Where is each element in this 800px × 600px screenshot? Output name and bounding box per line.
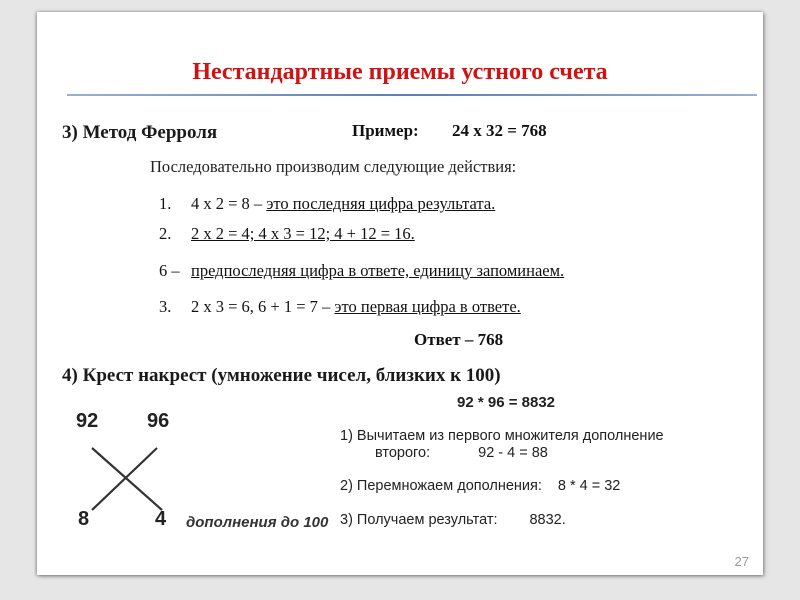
cross-example: 92 * 96 = 8832 (457, 394, 556, 411)
bottom-right-number: 4 (155, 508, 167, 530)
ferrol-step-1 (159, 194, 495, 214)
cross-step-1-line-1: 1) Вычитаем из первого множителя дополнение (340, 428, 664, 444)
example-label: Пример: (352, 121, 419, 140)
slide-title: Нестандартные приемы устного счета (192, 59, 608, 85)
step-text: 2 х 3 = 6, 6 + 1 = 7 – (191, 297, 335, 316)
step-value: 92 - 4 = 88 (478, 445, 548, 461)
ferrol-step-3 (159, 297, 521, 317)
cross-step-3 (340, 512, 566, 528)
complement-label: дополнения до 100 (186, 514, 329, 531)
step-number: 2. (159, 224, 172, 243)
ferrol-answer: Ответ – 768 (414, 330, 504, 349)
step-number: 6 – (159, 261, 180, 280)
cross-step-2 (340, 478, 620, 494)
page-number: 27 (734, 554, 749, 569)
step-value: 8 * 4 = 32 (557, 478, 621, 494)
cross-heading: 4) Крест накрест (умножение чисел, близких к 100) (62, 365, 501, 386)
step-label: 3) Получаем результат: (340, 512, 498, 528)
ferrol-step-6 (159, 261, 564, 281)
bottom-left-number: 8 (78, 508, 90, 530)
step-value: 8832. (529, 512, 566, 528)
title-divider (67, 94, 757, 96)
step-underlined: это последняя цифра результата. (266, 194, 496, 213)
cross-panel (72, 390, 739, 538)
slide (37, 12, 763, 575)
step-underlined: это первая цифра в ответе. (334, 297, 521, 316)
step-number: 1. (159, 194, 172, 213)
step-text: 4 х 2 = 8 – (191, 194, 267, 213)
step-label: второго: (375, 445, 431, 461)
top-left-number: 92 (76, 410, 99, 432)
top-right-number: 96 (147, 410, 170, 432)
ferrol-heading: 3) Метод Ферроля (62, 122, 218, 143)
step-label: 2) Перемножаем дополнения: (340, 478, 542, 494)
cross-step-1-line-2 (375, 445, 548, 461)
step-number: 3. (159, 297, 172, 316)
ferrol-step-2 (159, 224, 415, 244)
step-text: 2 х 2 = 4; 4 х 3 = 12; 4 + 12 = 16. (191, 224, 415, 243)
example-expression: 24 х 32 = 768 (452, 121, 547, 140)
step-underlined: предпоследняя цифра в ответе, единицу запоминаем. (191, 261, 565, 280)
ferrol-intro: Последовательно производим следующие действия: (150, 157, 517, 176)
